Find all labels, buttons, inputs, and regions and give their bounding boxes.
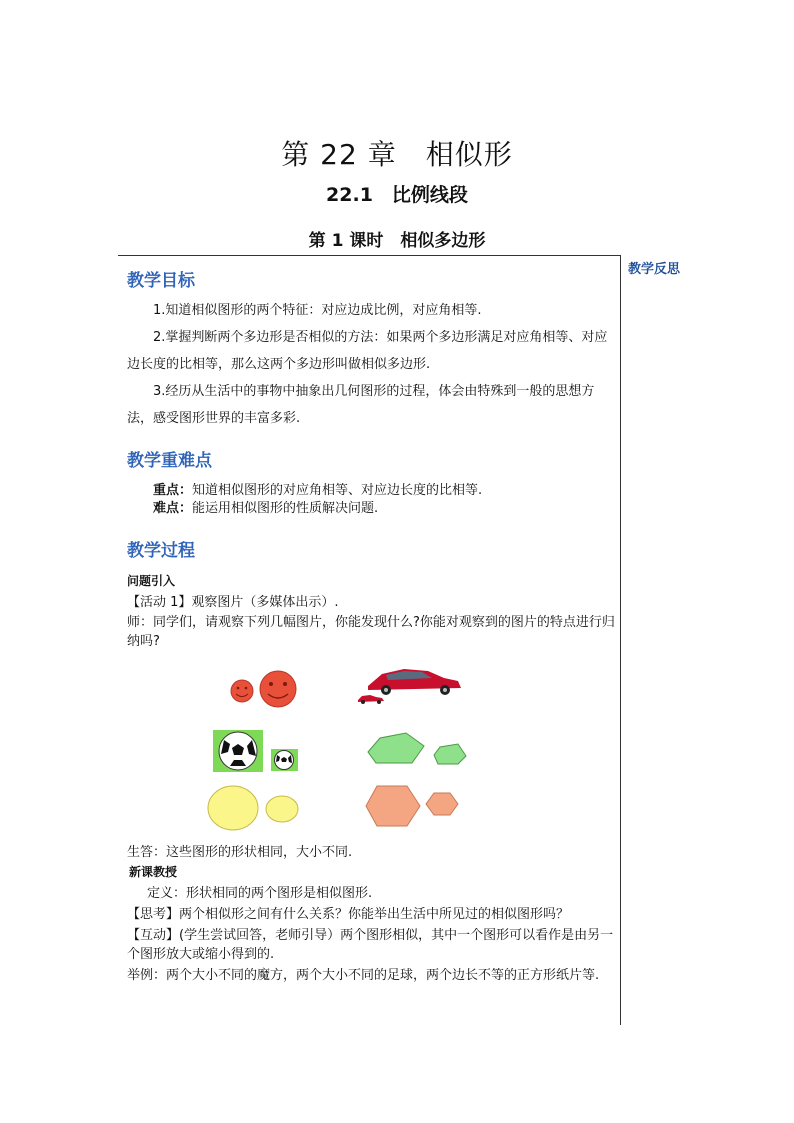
difficult-point-text: 能运用相似图形的性质解决问题. <box>192 501 379 516</box>
intro-label: 问题引入 <box>127 574 176 588</box>
definition: 定义：形状相同的两个图形是相似图形. <box>147 886 373 901</box>
large-ellipse <box>208 786 258 830</box>
example-line: 举例：两个大小不同的魔方，两个大小不同的足球，两个边长不等的正方形纸片等. <box>127 968 600 983</box>
reflection-column-label: 教学反思 <box>628 262 681 277</box>
difficult-point-label: 难点： <box>153 501 193 516</box>
large-hexagon <box>366 786 420 826</box>
difficult-point <box>153 499 641 518</box>
large-face-icon <box>260 671 296 707</box>
goal-item-2: 2.掌握判断两个多边形是否相似的方法：如果两个多边形满足对应角相等、对应边长度的比相等，那么这两个多边形叫做相似多边形. <box>127 330 608 372</box>
section-title: 22.1 比例线段 <box>326 184 468 206</box>
large-soccer-ball-icon <box>213 730 263 772</box>
small-ellipse <box>266 796 298 822</box>
small-pentagon <box>434 744 466 764</box>
small-face-icon <box>231 680 253 702</box>
teacher-question: 师：同学们，请观察下列几幅图片，你能发现什么?你能对观察到的图片的特点进行归纳吗? <box>127 615 615 649</box>
new-lesson-label: 新课教授 <box>129 865 178 879</box>
table-top-border <box>118 255 621 256</box>
goal-item-3: 3.经历从生活中的事物中抽象出几何图形的过程，体会由特殊到一般的思想方法，感受图形世界的丰富多彩. <box>127 384 595 426</box>
process-heading: 教学过程 <box>127 541 195 561</box>
key-point-text: 知道相似图形的对应角相等、对应边长度的比相等. <box>192 483 483 498</box>
keys-heading: 教学重难点 <box>127 451 212 471</box>
small-soccer-ball-icon <box>271 749 298 771</box>
activity-line: 【活动 1】观察图片（多媒体出示）. <box>127 595 339 610</box>
key-point-label: 重点： <box>153 483 193 498</box>
large-car-icon <box>368 669 461 695</box>
chapter-title: 第 22 章 相似形 <box>281 138 513 171</box>
goal-item-1: 1.知道相似图形的两个特征：对应边成比例，对应角相等. <box>153 303 482 318</box>
key-point <box>153 481 641 500</box>
small-car-icon <box>358 695 384 704</box>
small-hexagon <box>426 793 458 815</box>
goals-heading: 教学目标 <box>127 271 195 291</box>
student-answer: 生答：这些图形的形状相同，大小不同. <box>127 845 353 860</box>
lesson-title: 第 1 课时 相似多边形 <box>308 231 486 251</box>
think-line: 【思考】两个相似形之间有什么关系？你能举出生活中所见过的相似图形吗？ <box>127 907 570 922</box>
similar-figures-illustration <box>200 660 490 835</box>
column-divider <box>620 255 621 1025</box>
large-pentagon <box>368 733 424 763</box>
interact-line: 【互动】(学生尝试回答，老师引导）两个图形相似，其中一个图形可以看作是由另一个图形放大或缩小得到的. <box>127 928 614 962</box>
